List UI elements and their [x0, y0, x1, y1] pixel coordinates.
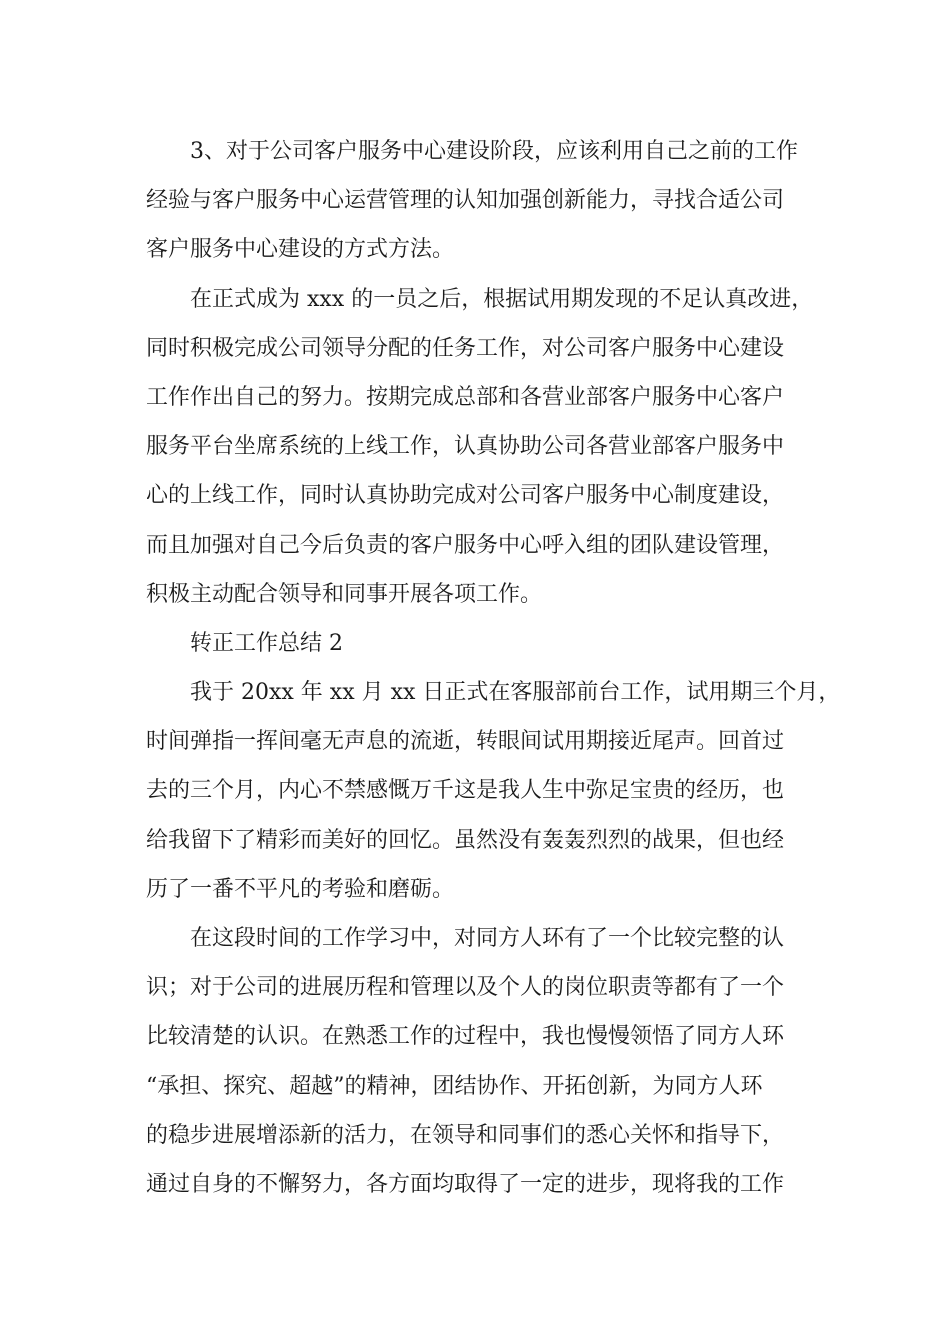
paragraph-line: 通过自身的不懈努力，各方面均取得了一定的进步，现将我的工作: [146, 1171, 785, 1197]
paragraph-first-line: 3、对于公司客户服务中心建设阶段，应该利用自己之前的工作: [190, 139, 798, 164]
paragraph-line: 历了一番不平凡的考验和磨砺。: [146, 876, 455, 902]
paragraph-line: “承担、探究、超越”的精神，团结协作、开拓创新，为同方人环: [146, 1073, 763, 1099]
paragraph-line: 识；对于公司的进展历程和管理以及个人的岗位职责等都有了一个: [146, 975, 785, 1001]
paragraph-line: 客户服务中心建设的方式方法。: [146, 237, 455, 263]
document-body: [146, 127, 841, 1209]
paragraph-line: 去的三个月，内心不禁感慨万千这是我人生中弥足宝贵的经历，也: [146, 778, 785, 804]
paragraph-first-line: 我于 20xx 年 xx 月 xx 日正式在客服部前台工作，试用期三个月，: [190, 680, 841, 706]
paragraph-line: 经验与客户服务中心运营管理的认知加强创新能力，寻找合适公司: [146, 188, 785, 214]
paragraph-line: 心的上线工作，同时认真协助完成对公司客户服务中心制度建设，: [146, 483, 785, 509]
paragraph-line: 时间弹指一挥间毫无声息的流逝，转眼间试用期接近尾声。回首过: [146, 729, 785, 755]
paragraph-line: 而且加强对自己今后负责的客户服务中心呼入组的团队建设管理，: [146, 532, 785, 558]
paragraph-line: 同时积极完成公司领导分配的任务工作，对公司客户服务中心建设: [146, 335, 785, 361]
paragraph-line: 工作作出自己的努力。按期完成总部和各营业部客户服务中心客户: [146, 384, 785, 410]
paragraph-line: 给我留下了精彩而美好的回忆。虽然没有轰轰烈烈的战果，但也经: [146, 827, 785, 853]
paragraph-first-line: 在这段时间的工作学习中，对同方人环有了一个比较完整的认: [190, 926, 785, 951]
paragraph-line: 比较清楚的认识。在熟悉工作的过程中，我也慢慢领悟了同方人环: [146, 1024, 785, 1050]
paragraph-line: 积极主动配合领导和同事开展各项工作。: [146, 581, 543, 607]
paragraph-first-line: 转正工作总结 2: [190, 630, 343, 656]
paragraph-line: 服务平台坐席系统的上线工作，认真协助公司各营业部客户服务中: [146, 434, 785, 460]
paragraph-first-line: 在正式成为 xxx 的一员之后，根据试用期发现的不足认真改进，: [190, 286, 814, 312]
paragraph-line: 的稳步进展增添新的活力，在领导和同事们的悉心关怀和指导下，: [146, 1122, 785, 1148]
